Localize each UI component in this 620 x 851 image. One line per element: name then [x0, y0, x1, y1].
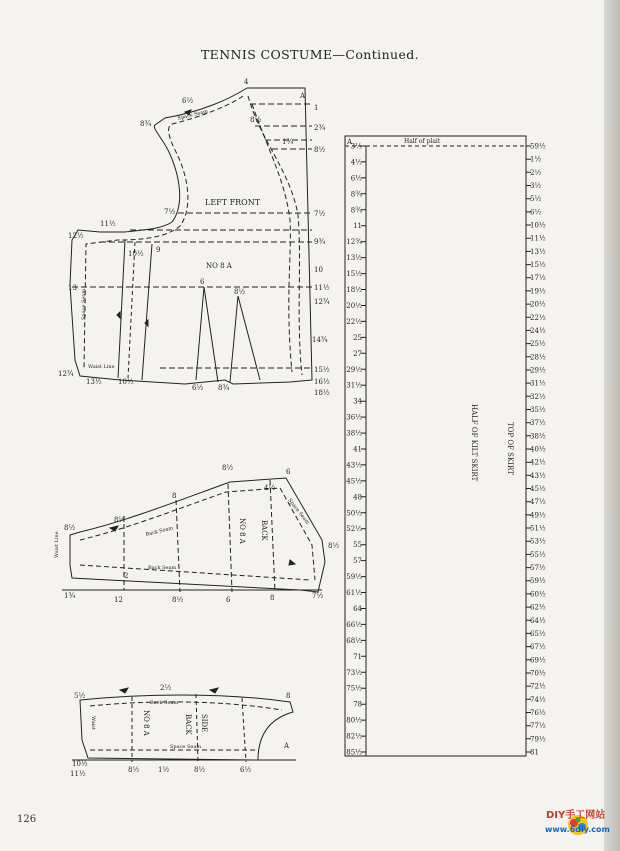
- skirt-right-scale-label: 24½: [530, 326, 546, 335]
- skirt-left-scale-label: 64: [353, 605, 362, 613]
- side-num: 11½: [70, 770, 86, 778]
- skirt-right-scale-label: 31½: [530, 379, 546, 388]
- back-num: 8½: [172, 596, 184, 604]
- skirt-right-scale-label: 65½: [530, 629, 546, 638]
- skirt-left-scale-label: 48: [353, 493, 362, 502]
- side-num: 8: [286, 692, 291, 700]
- front-inner-num: 10½: [128, 250, 144, 258]
- skirt-left-scale-label: 25: [353, 333, 362, 342]
- skirt-left-scale-label: 29½: [346, 365, 362, 374]
- front-right-num: 9¾: [314, 238, 326, 246]
- skirt-right-scale-label: 22½: [530, 313, 546, 322]
- front-top-num: 1¾: [282, 138, 294, 146]
- skirt-right-scale-label: 28½: [530, 353, 546, 362]
- front-right-num: 14¾: [312, 336, 328, 344]
- front-label-space-seam-side: Space Seam: [81, 288, 87, 320]
- skirt-right-scale: [530, 143, 546, 757]
- front-left-num: 13: [68, 284, 77, 292]
- watermark-url: www.6diy.com: [545, 825, 610, 834]
- page-title: TENNIS COSTUME—Continued.: [200, 47, 420, 62]
- skirt-right-scale-label: 55½: [530, 550, 546, 559]
- skirt-right-scale-label: 47½: [530, 498, 546, 507]
- side-label-no: NO 8 A: [142, 710, 150, 736]
- front-inner-num: 9: [156, 246, 161, 254]
- skirt-left-scale-label: 82½: [346, 732, 362, 741]
- back-num: 8½: [328, 542, 340, 550]
- front-inner-num: 6½: [192, 384, 204, 392]
- skirt-left-scale-label: 8¾: [350, 190, 362, 199]
- skirt-left-scale-label: 34: [353, 397, 362, 406]
- side-label-a: A: [284, 742, 290, 750]
- front-inner-num: 8¾: [218, 384, 230, 392]
- back-num: 8½: [114, 516, 126, 524]
- side-label-back: BACK: [184, 714, 192, 735]
- side-num: 2½: [160, 684, 172, 692]
- back-pattern: [62, 478, 325, 592]
- front-top-num: A: [300, 92, 306, 100]
- skirt-label-half-of-plait: Half of plait: [404, 138, 441, 145]
- skirt-left-scale-label: 3½: [350, 142, 362, 151]
- skirt-right-scale-label: 6½: [530, 208, 542, 217]
- skirt-left-scale-label: 22½: [346, 317, 362, 326]
- skirt-left-scale-label: 27: [353, 349, 362, 358]
- skirt-right-scale-label: 59½: [530, 142, 546, 151]
- front-pattern: [70, 88, 312, 384]
- front-inner-num: 7½: [164, 208, 176, 216]
- front-outline: [70, 88, 312, 384]
- front-top-num: 8½: [250, 116, 262, 124]
- side-label-space-seam: Space Seam: [170, 744, 202, 750]
- skirt-left-scale-label: 71: [353, 652, 362, 661]
- front-label-left-front: LEFT FRONT: [205, 198, 261, 207]
- skirt-right-scale-label: 11½: [530, 234, 546, 243]
- side-num: 10½: [72, 760, 88, 768]
- skirt-right-scale-label: 62½: [530, 603, 546, 612]
- watermark-title: DIY手工网站: [546, 810, 606, 821]
- back-num: 2: [124, 572, 129, 580]
- skirt-right-scale-label: 42½: [530, 458, 546, 467]
- skirt-right-scale-label: 2½: [530, 168, 542, 177]
- back-seam-line: [80, 488, 315, 580]
- skirt-left-scale: [346, 143, 362, 757]
- skirt-left-scale-label: 12¾: [346, 238, 362, 247]
- skirt-left-scale-label: 15½: [346, 270, 362, 279]
- skirt-left-scale-label: 6½: [350, 174, 362, 183]
- front-label-no: NO 8 A: [206, 262, 232, 270]
- skirt-label-top: TOP OF SKIRT: [506, 422, 514, 475]
- skirt-right-scale-label: 15½: [530, 261, 546, 270]
- back-num: 12: [114, 596, 123, 604]
- skirt-left-scale-label: 73½: [346, 668, 362, 677]
- skirt-right-scale-label: 64½: [530, 616, 546, 625]
- skirt-right-scale-label: 51½: [530, 524, 546, 533]
- skirt-right-scale-label: 13½: [530, 247, 546, 256]
- skirt-right-scale-label: 35½: [530, 406, 546, 414]
- back-num: 8: [172, 492, 177, 500]
- skirt-left-scale-label: 75½: [346, 684, 362, 693]
- skirt-right-scale-label: 38½: [530, 432, 546, 441]
- skirt-left-scale-label: 18½: [346, 286, 362, 294]
- page-number: 126: [17, 814, 37, 825]
- front-top-num: 8¾: [140, 120, 152, 128]
- skirt-right-scale-label: 25½: [530, 340, 546, 349]
- skirt-right-scale-label: 20½: [530, 300, 546, 309]
- front-left-num: 11½: [100, 220, 116, 228]
- front-left-num: 12¾: [58, 370, 74, 378]
- skirt-right-scale-label: 59½: [530, 577, 546, 586]
- skirt-left-scale-label: 13½: [346, 254, 362, 263]
- back-label-back-seam: Back Seam: [145, 525, 174, 538]
- skirt-left-scale-label: 20½: [346, 302, 362, 310]
- skirt-right-scale-label: 57½: [530, 564, 546, 573]
- front-right-num: 18½: [314, 389, 330, 397]
- side-label-waist: Waist: [90, 716, 96, 730]
- front-right-num: 16½: [314, 378, 330, 386]
- back-num: 4½: [264, 484, 276, 492]
- skirt-right-scale-label: 49½: [530, 511, 546, 520]
- front-top-num: 8½: [314, 146, 326, 154]
- skirt-left-scale-label: 38½: [346, 429, 362, 438]
- skirt-left-scale-label: 66½: [346, 620, 362, 629]
- skirt-right-scale-label: 79½: [530, 735, 546, 744]
- front-top-num: 4: [244, 78, 249, 86]
- book-gutter: [604, 0, 620, 851]
- skirt-right-scale-label: 29½: [530, 366, 546, 375]
- side-label-side: SIDE: [200, 714, 208, 733]
- front-top-num: 1: [314, 104, 319, 112]
- skirt-right-scale-label: 60½: [530, 590, 546, 599]
- skirt-right-scale-label: 1½: [530, 155, 542, 164]
- front-right-num: 15½: [314, 366, 330, 374]
- skirt-left-scale-label: 68½: [346, 636, 362, 645]
- skirt-left-scale-label: 57: [353, 557, 362, 566]
- back-num: 8½: [64, 524, 76, 532]
- skirt-right-scale-label: 17½: [530, 274, 546, 283]
- front-top-num: 6½: [182, 97, 194, 105]
- skirt-left-scale-label: 11: [353, 222, 362, 231]
- front-dart-2: [230, 296, 260, 382]
- side-num: 6½: [240, 766, 252, 774]
- front-inner-num: 8½: [234, 288, 246, 296]
- skirt-right-scale-label: 53½: [530, 537, 546, 546]
- side-num: 8½: [128, 766, 140, 774]
- side-num: 1½: [158, 766, 170, 774]
- front-left-num: 12½: [68, 232, 84, 240]
- back-num: 6: [286, 468, 291, 476]
- skirt-right-scale-label: 81: [530, 748, 539, 757]
- skirt-left-scale-label: 61½: [346, 589, 362, 597]
- skirt-right-scale-label: 3½: [530, 182, 542, 190]
- skirt-label-a: A: [347, 138, 353, 146]
- skirt-right-scale-label: 77½: [530, 722, 546, 731]
- front-seam-line: [84, 96, 246, 370]
- skirt-pattern: [345, 136, 531, 756]
- back-label-back-seam-2: Back Seam: [148, 565, 177, 571]
- skirt-left-scale-label: 52½: [346, 525, 362, 534]
- front-right-num: 11½: [314, 284, 330, 292]
- skirt-right-scale-label: 19½: [530, 287, 546, 296]
- side-num: 5½: [74, 692, 86, 700]
- skirt-left-scale-label: 50½: [346, 509, 362, 518]
- front-left-num: 13½: [86, 378, 102, 386]
- skirt-left-scale-label: 55: [353, 541, 362, 550]
- back-label-back: BACK: [260, 520, 268, 541]
- front-right-num: 12¾: [314, 298, 330, 306]
- front-right-num: 7½: [314, 210, 326, 218]
- skirt-left-scale-label: 31½: [346, 381, 362, 390]
- back-num: 1¾: [64, 592, 76, 600]
- back-num: 8½: [222, 464, 234, 472]
- skirt-outline: [345, 136, 526, 756]
- skirt-left-scale-label: 78: [353, 700, 362, 709]
- front-right-num: 10: [314, 266, 323, 274]
- skirt-right-scale-label: 69½: [530, 656, 546, 665]
- skirt-left-scale-label: 80½: [346, 716, 362, 725]
- side-back-pattern: [72, 688, 296, 762]
- back-num: 7½: [312, 592, 324, 600]
- skirt-left-scale-label: 85½: [346, 748, 362, 757]
- skirt-left-scale-label: 59½: [346, 573, 362, 582]
- back-label-no: NO 8 A: [238, 518, 246, 544]
- skirt-right-scale-label: 32½: [530, 392, 546, 401]
- front-top-num: 2¾: [314, 124, 326, 132]
- skirt-right-scale-label: 76½: [530, 709, 546, 717]
- skirt-right-scale-label: 37½: [530, 419, 546, 428]
- skirt-right-scale-label: 5½: [530, 195, 542, 204]
- back-label-waist-line: Waist Line: [54, 531, 60, 558]
- front-side-dash: [248, 96, 302, 375]
- back-label-space-seam: Space Seam: [286, 497, 311, 526]
- back-num: 8: [270, 594, 275, 602]
- skirt-left-scale-label: 8¾: [350, 206, 362, 215]
- skirt-right-scale-label: 43½: [530, 471, 546, 480]
- skirt-left-scale-label: 45½: [346, 477, 362, 486]
- skirt-left-scale-label: 43½: [346, 461, 362, 470]
- skirt-right-scale-label: 70½: [530, 669, 546, 678]
- front-inner-num: 10½: [118, 378, 134, 386]
- skirt-left-scale-label: 4½: [350, 158, 362, 167]
- front-label-space-seam: Space Seam: [177, 108, 209, 122]
- skirt-right-scale-label: 74½: [530, 695, 546, 704]
- side-num: 8½: [194, 766, 206, 774]
- front-label-waist-line: Waist Line: [88, 364, 115, 370]
- back-num: 6: [226, 596, 231, 604]
- skirt-right-scale-label: 72½: [530, 682, 546, 691]
- back-outline: [70, 478, 325, 592]
- side-label-back-seam: Back Seam: [150, 700, 179, 706]
- skirt-label-half-kilt: HALF OF KILT SKIRT: [470, 404, 478, 482]
- skirt-right-scale-label: 10½: [530, 221, 546, 230]
- skirt-right-scale-label: 45½: [530, 485, 546, 493]
- skirt-left-scale-label: 41: [353, 445, 362, 454]
- front-inner-num: 6: [200, 278, 205, 286]
- skirt-left-scale-label: 36½: [346, 413, 362, 422]
- skirt-right-scale-label: 40½: [530, 445, 546, 454]
- skirt-right-scale-label: 67½: [530, 643, 546, 652]
